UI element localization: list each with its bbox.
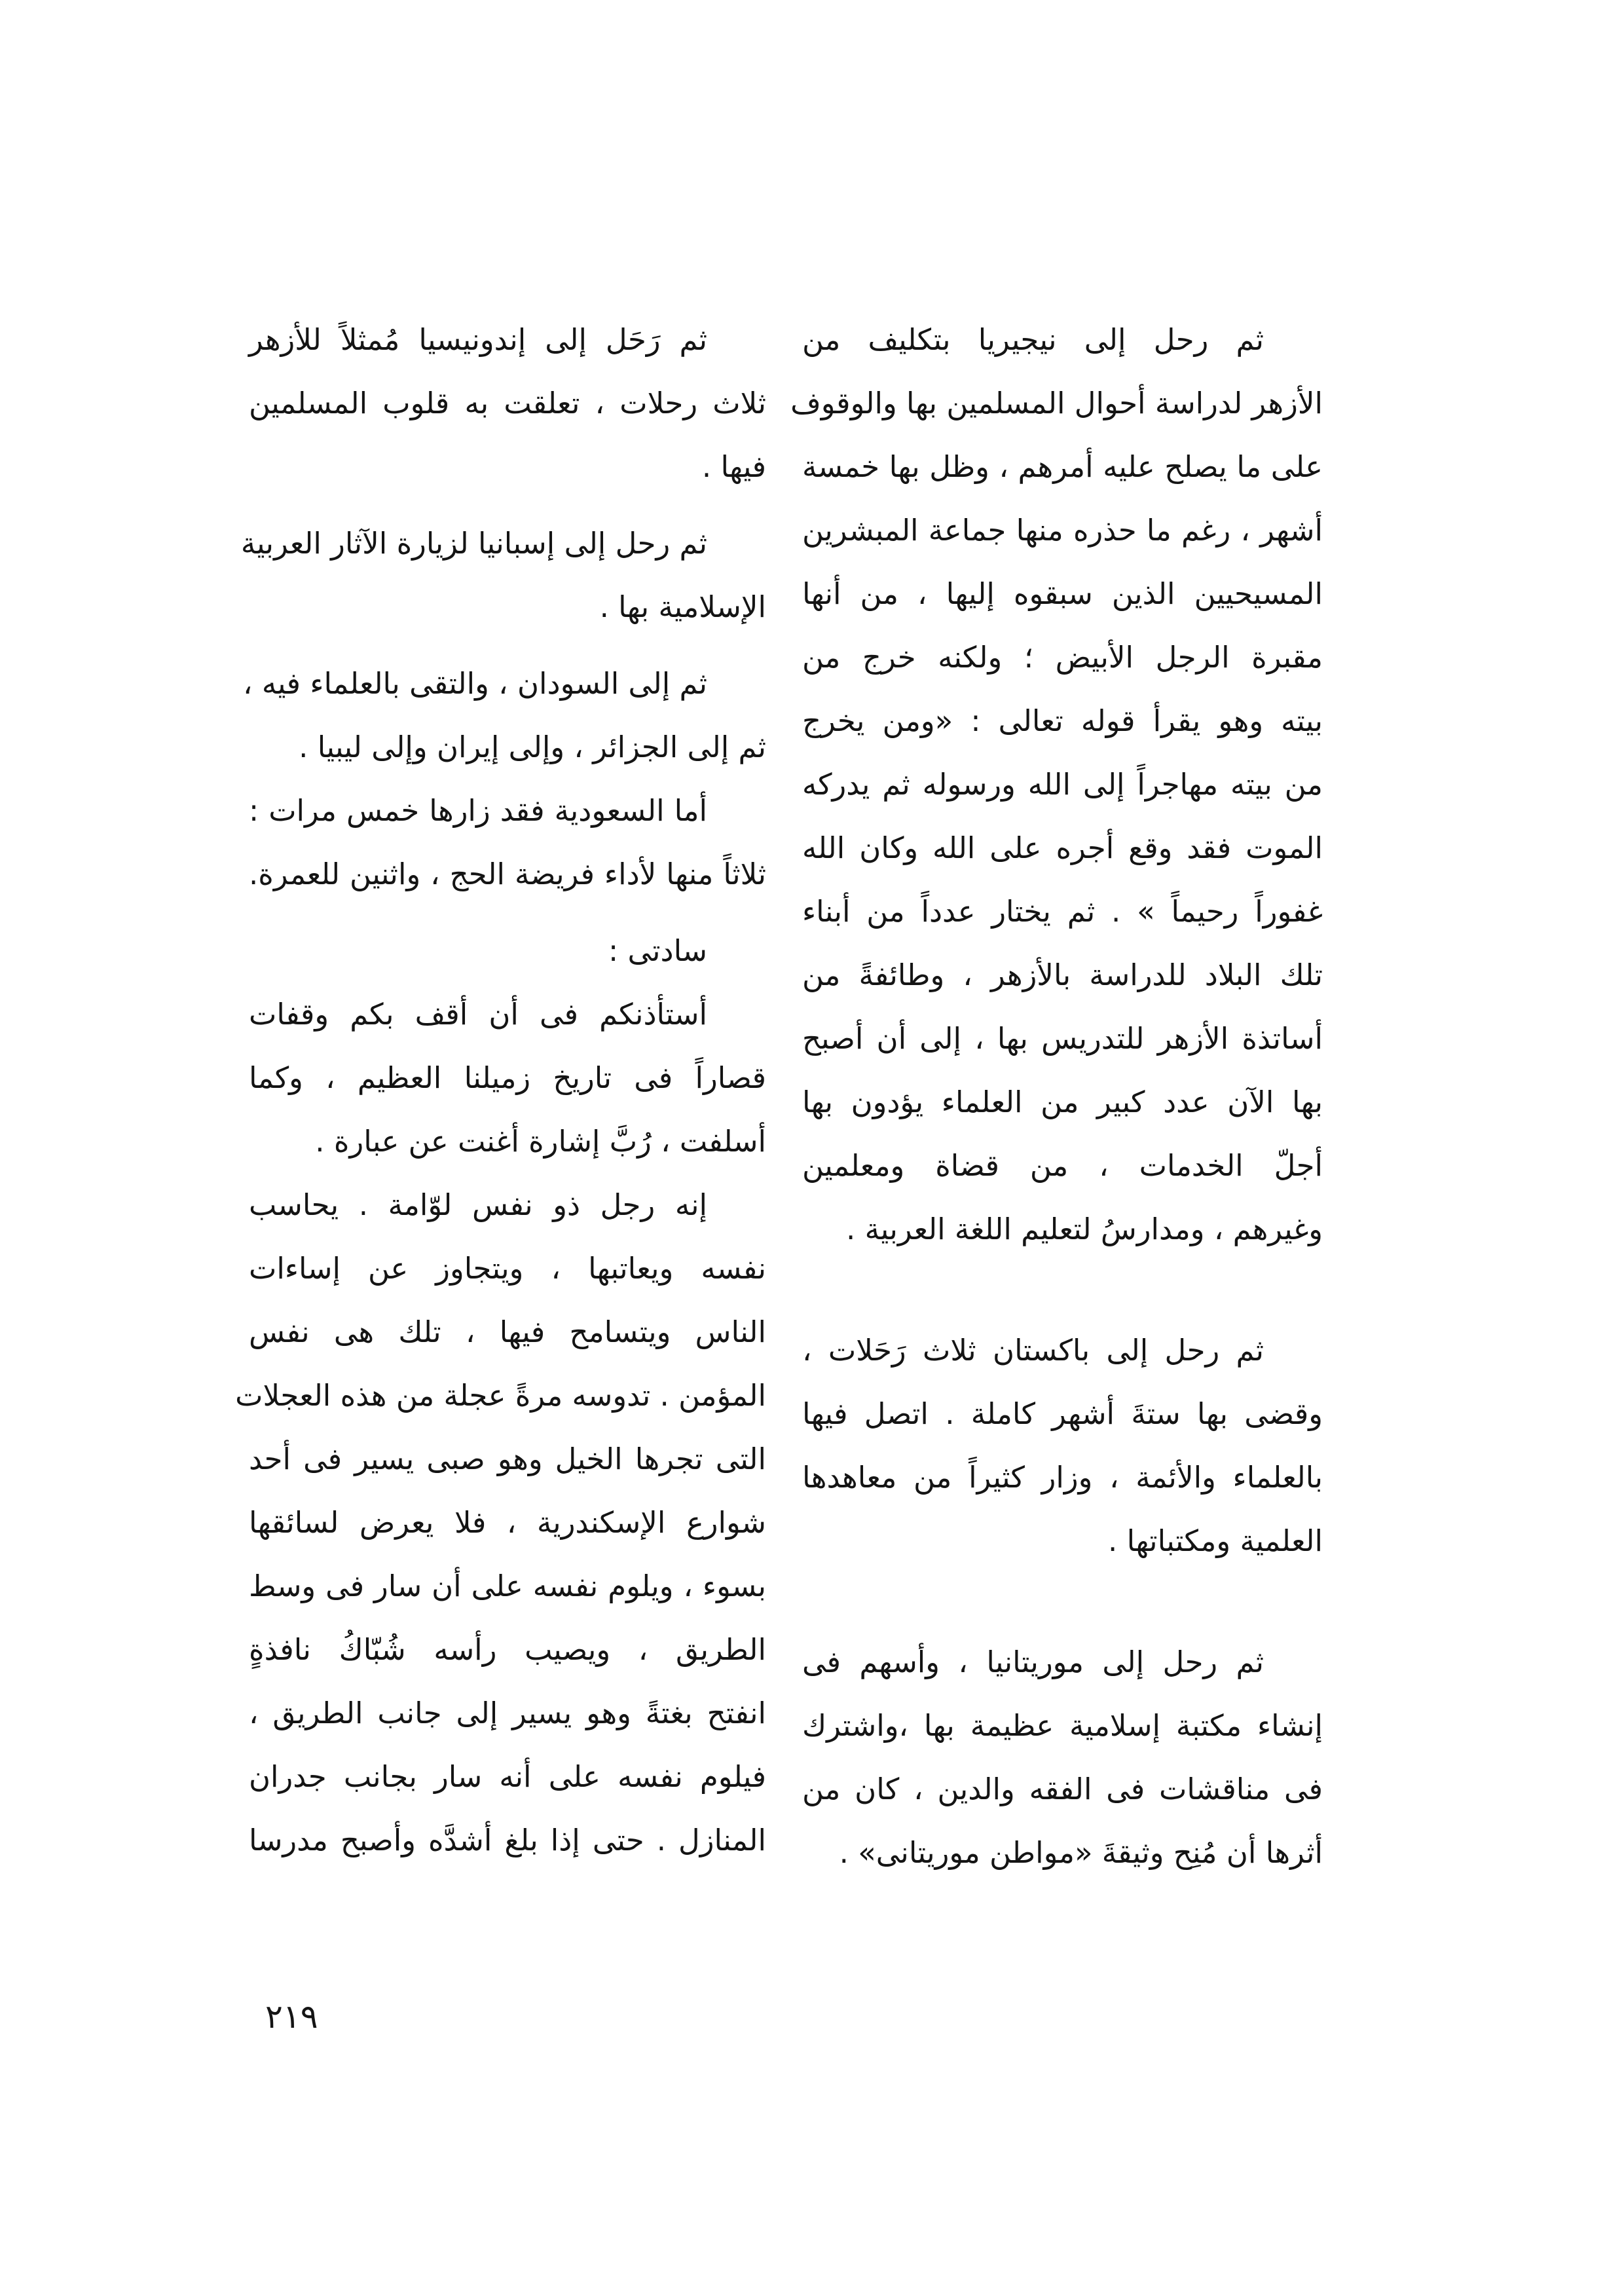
- text-line: شوارع الإسكندرية ، فلا يعرض لسائقها: [249, 1505, 766, 1540]
- text-line: مقبرة الرجل الأبيض ؛ ولكنه خرج من: [802, 640, 1323, 675]
- text-line: ثم رحل إلى نيجيريا بتكليف من: [802, 322, 1264, 357]
- text-line: غفوراً رحيماً » . ثم يختار عدداً من أبناء: [802, 894, 1323, 929]
- text-line: أساتذة الأزهر للتدريس بها ، إلى أن أصبح: [802, 1021, 1323, 1056]
- text-line: الناس ويتسامح فيها ، تلك هى نفس: [249, 1315, 766, 1349]
- text-line: ثم رحل إلى إسبانيا لزيارة الآثار العربية: [240, 526, 707, 561]
- text-line: إنشاء مكتبة إسلامية عظيمة بها ،واشترك: [802, 1708, 1323, 1743]
- text-line: أشهر ، رغم ما حذره منها جماعة المبشرين: [802, 513, 1323, 548]
- text-line: أما السعودية فقد زارها خمس مرات :: [249, 793, 707, 828]
- text-line: ثم رَحَل إلى إندونيسيا مُمثلاً للأزهر: [249, 322, 707, 357]
- paragraph-gap: [249, 498, 766, 512]
- text-line: المنازل . حتى إذا بلغ أشدَّه وأصبح مدرسا: [249, 1823, 766, 1857]
- text-line: وغيرهم ، ومدارسُ لتعليم اللغة العربية .: [846, 1212, 1323, 1246]
- text-line: نفسه ويعاتبها ، ويتجاوز عن إساءات: [249, 1251, 766, 1286]
- text-line: بها الآن عدد كبير من العلماء يؤدون بها: [802, 1085, 1323, 1119]
- text-line: المسيحيين الذين سبقوه إليها ، من أنها: [802, 576, 1323, 611]
- text-line: على ما يصلح عليه أمرهم ، وظل بها خمسة: [802, 449, 1323, 484]
- text-line: انفتح بغتةً وهو يسير إلى جانب الطريق ،: [249, 1696, 766, 1730]
- paragraph-gap: [802, 1573, 1323, 1630]
- text-line: ثم رحل إلى باكستان ثلاث رَحَلات ،: [802, 1333, 1264, 1368]
- text-line: الطريق ، ويصيب رأسه شُبّاكُ نافذةٍ: [249, 1632, 766, 1667]
- text-line: بالعلماء والأئمة ، وزار كثيراً من معاهدها: [802, 1460, 1323, 1495]
- text-line: ثم رحل إلى موريتانيا ، وأسهم فى: [802, 1645, 1264, 1679]
- paragraph-gap: [249, 906, 766, 919]
- text-line: الموت فقد وقع أجره على الله وكان الله: [802, 830, 1323, 865]
- text-line: إنه رجل ذو نفس لوّامة . يحاسب: [249, 1187, 707, 1222]
- text-line: فيلوم نفسه على أنه سار بجانب جدران: [249, 1759, 766, 1794]
- text-line: قصاراً فى تاريخ زميلنا العظيم ، وكما: [249, 1060, 766, 1095]
- paragraph-gap: [249, 639, 766, 652]
- text-line: أستأذنكم فى أن أقف بكم وقفات: [249, 997, 707, 1032]
- text-line: أثرها أن مُنِح وثيقةَ «مواطن موريتانى» .: [839, 1835, 1323, 1870]
- text-line: الأزهر لدراسة أحوال المسلمين بها والوقوف: [790, 386, 1323, 420]
- text-line: بيته وهو يقرأ قوله تعالى : «ومن يخرج: [802, 703, 1323, 738]
- text-line: ثلاث رحلات ، تعلقت به قلوب المسلمين: [249, 386, 766, 420]
- text-line: التى تجرها الخيل وهو صبى يسير فى أحد: [249, 1442, 766, 1476]
- text-line: تلك البلاد للدراسة بالأزهر ، وطائفةً من: [802, 958, 1323, 992]
- text-line: سادتى :: [608, 933, 707, 968]
- text-line: فى مناقشات فى الفقه والدين ، كان من: [802, 1772, 1323, 1806]
- text-line: ثم إلى السودان ، والتقى بالعلماء فيه ،: [242, 666, 707, 701]
- left-column: [235, 308, 766, 1872]
- right-column: [790, 308, 1323, 1884]
- page-number: ٢١٩: [265, 1998, 318, 2036]
- text-line: ثلاثاً منها لأداء فريضة الحج ، واثنين للعمرة.: [249, 857, 766, 891]
- text-line: الإسلامية بها .: [599, 589, 766, 624]
- text-line: من بيته مهاجراً إلى الله ورسوله ثم يدركه: [802, 767, 1323, 802]
- text-line: المؤمن . تدوسه مرةً عجلة من هذه العجلات: [235, 1378, 766, 1413]
- text-line: ثم إلى الجزائر ، وإلى إيران وإلى ليبيا .: [299, 730, 766, 764]
- text-line: بسوء ، ويلوم نفسه على أن سار فى وسط: [249, 1569, 766, 1603]
- text-line: وقضى بها ستةَ أشهر كاملة . اتصل فيها: [802, 1396, 1323, 1431]
- paragraph-gap: [802, 1261, 1323, 1318]
- text-line: العلمية ومكتباتها .: [1108, 1523, 1323, 1558]
- text-line: فيها .: [701, 449, 766, 484]
- text-line: أسلفت ، رُبَّ إشارة أغنت عن عبارة .: [315, 1124, 766, 1159]
- text-line: أجلّ الخدمات ، من قضاة ومعلمين: [802, 1148, 1323, 1183]
